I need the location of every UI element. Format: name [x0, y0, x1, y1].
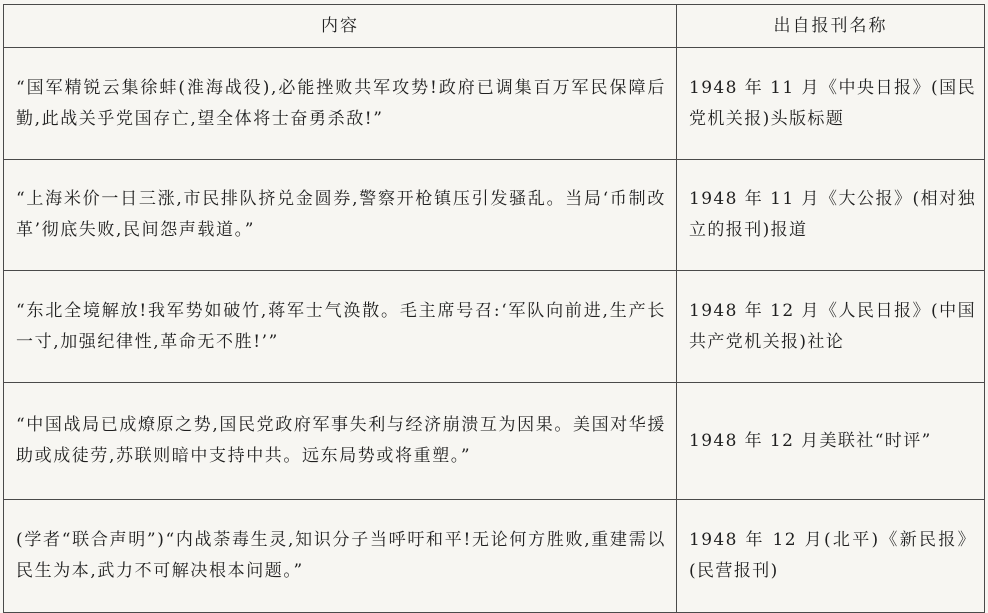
- row-content: “中国战局已成燎原之势,国民党政府军事失利与经济崩溃互为因果。美国对华援助或成徒劳,苏联则暗中支持中共。远东局势或将重塑。”: [4, 383, 677, 500]
- table-row: [4, 48, 985, 160]
- row-content: “东北全境解放!我军势如破竹,蒋军士气涣散。毛主席号召:‘军队向前进,生产长一寸,加强纪律性,革命无不胜!’”: [4, 271, 677, 383]
- table-header: [4, 5, 985, 48]
- row-source: 1948 年 12 月《人民日报》(中国共产党机关报)社论: [677, 271, 985, 383]
- header-content: 内容: [4, 5, 677, 48]
- table-row: [4, 160, 985, 271]
- table-row: [4, 500, 985, 613]
- header-source: 出自报刊名称: [677, 5, 985, 48]
- table-row: [4, 383, 985, 500]
- header-row: [4, 5, 985, 48]
- row-source: 1948 年 11 月《大公报》(相对独立的报刊)报道: [677, 160, 985, 271]
- sources-table: [3, 4, 985, 613]
- row-content: “国军精锐云集徐蚌(淮海战役),必能挫败共军攻势!政府已调集百万军民保障后勤,此战关乎党国存亡,望全体将士奋勇杀敌!”: [4, 48, 677, 160]
- row-content: (学者“联合声明”)“内战荼毒生灵,知识分子当呼吁和平!无论何方胜败,重建需以民生为本,武力不可解决根本问题。”: [4, 500, 677, 613]
- row-content: “上海米价一日三涨,市民排队挤兑金圆券,警察开枪镇压引发骚乱。当局‘币制改革’彻底失败,民间怨声载道。”: [4, 160, 677, 271]
- row-source: 1948 年 11 月《中央日报》(国民党机关报)头版标题: [677, 48, 985, 160]
- table-body: [4, 48, 985, 613]
- row-source: 1948 年 12 月美联社“时评”: [677, 383, 985, 500]
- table-row: [4, 271, 985, 383]
- row-source: 1948 年 12 月(北平)《新民报》(民营报刊): [677, 500, 985, 613]
